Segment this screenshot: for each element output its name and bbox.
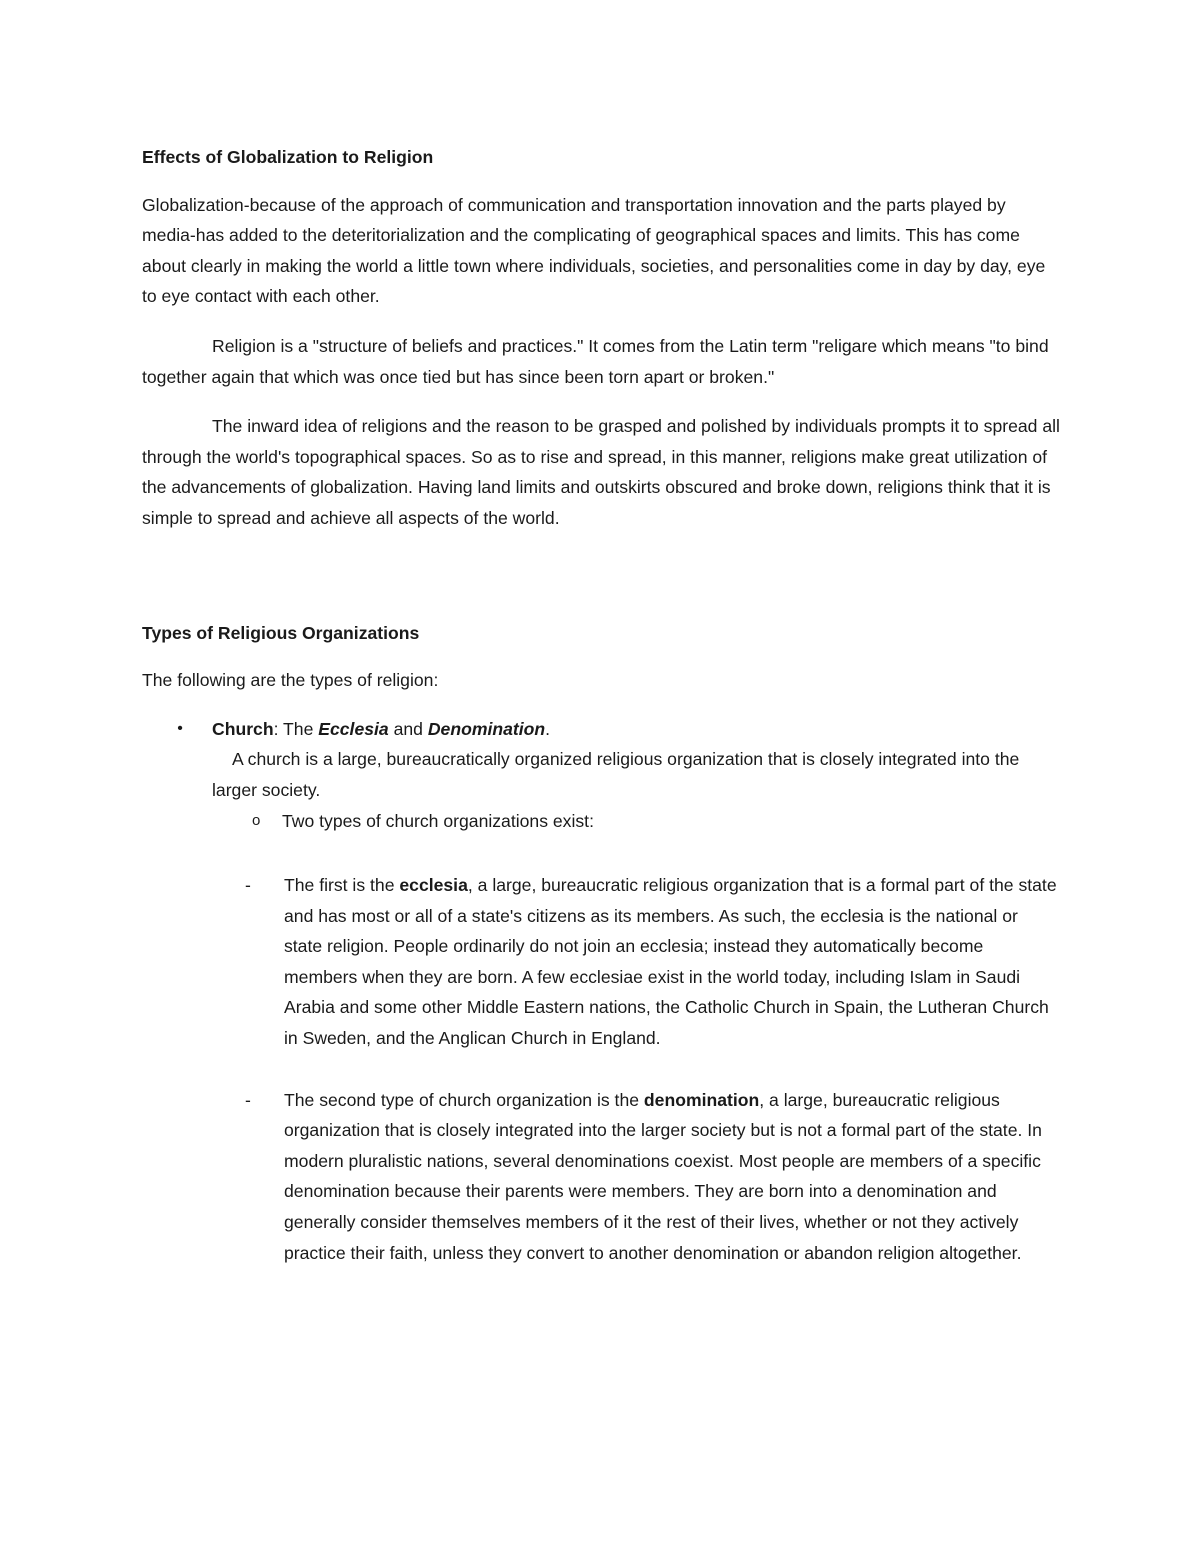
- ecclesia-term: Ecclesia: [318, 718, 389, 739]
- bullet-item-church: [142, 714, 1060, 836]
- ecclesia-paragraph: [284, 870, 1060, 1054]
- circle-bullet-icon: o: [252, 811, 261, 829]
- sub-item-text: Two types of church organizations exist:: [282, 810, 594, 831]
- sub-item-church-types: [212, 806, 1060, 837]
- dash-item-ecclesia: [142, 870, 1060, 1054]
- church-label: Church: [212, 718, 274, 739]
- ecclesia-text-before: The first is the: [284, 875, 400, 896]
- denomination-text-before: The second type of church organization is the: [284, 1089, 644, 1110]
- section-title-religious-organizations: Types of Religious Organizations: [142, 622, 420, 643]
- period-text: .: [545, 718, 551, 739]
- paragraph-religion-spread: The inward idea of religions and the reason to be grasped and polished by individuals prompts it to spread all through the world's topographical spaces. So as to rise and spread, in this manner, religions make great utilization of the advancements of globalization. Having land limits and outskirts obscured and broke down, religions think that it is simple to spread and achieve all aspects of the world.: [142, 416, 1060, 528]
- paragraph-globalization: Globalization-because of the approach of communication and transportation innovation and the parts played by media-has added to the deteritorialization and the complicating of geographical spaces and limits. This has come about clearly in making the world a little town where individuals, societies, and personalities come in day by day, eye to eye contact with each other.: [142, 194, 1046, 307]
- bullet-icon: •: [177, 719, 183, 737]
- denomination-paragraph: [284, 1085, 1060, 1269]
- paragraph-religion-definition: Religion is a "structure of beliefs and practices." It comes from the Latin term "religare which means "to bind together again that which was once tied but has since been torn apart or broken.": [142, 335, 1049, 387]
- dash-icon: -: [245, 875, 251, 896]
- denomination-term: Denomination: [427, 718, 546, 739]
- section-title-globalization: Effects of Globalization to Religion: [142, 147, 434, 167]
- ecclesia-text-after: , a large, bureaucratic religious organization that is a formal part of the state and has most or all of a state's citizens as its members. As such, the ecclesia is the national or state religion. People ordinarily do not join an ecclesia; instead they automatically become members when they are born. A few ecclesiae exist in the world today, including Islam in Saudi Arabia and some other Middle Eastern nations, the Catholic Church in Spain, the Lutheran Church in Sweden, and the Anglican Church in England.: [284, 875, 1057, 1049]
- and-text: and: [388, 718, 428, 739]
- denomination-bold-term: denomination: [643, 1089, 760, 1110]
- church-heading-line: [212, 714, 1060, 745]
- dash-icon: -: [245, 1089, 251, 1110]
- denomination-text-after: , a large, bureaucratic religious organization that is closely integrated into the larger society but is not a formal part of the state. In modern pluralistic nations, several denominations coexist. Most people are members of a specific denomination because their parents were members. They are born into a denomination and generally consider themselves members of it the rest of their lives, whether or not they actively practice their faith, unless they convert to another denomination or abandon religion altogether.: [284, 1089, 1042, 1263]
- types-intro-text: The following are the types of religion:: [142, 670, 439, 691]
- ecclesia-bold-term: ecclesia: [399, 875, 468, 896]
- church-description: A church is a large, bureaucratically organized religious organization that is closely integrated into the larger society.: [212, 749, 1020, 800]
- dash-item-denomination: [142, 1085, 1060, 1269]
- church-colon-text: : The: [273, 718, 319, 739]
- section-spacer: [142, 553, 1060, 597]
